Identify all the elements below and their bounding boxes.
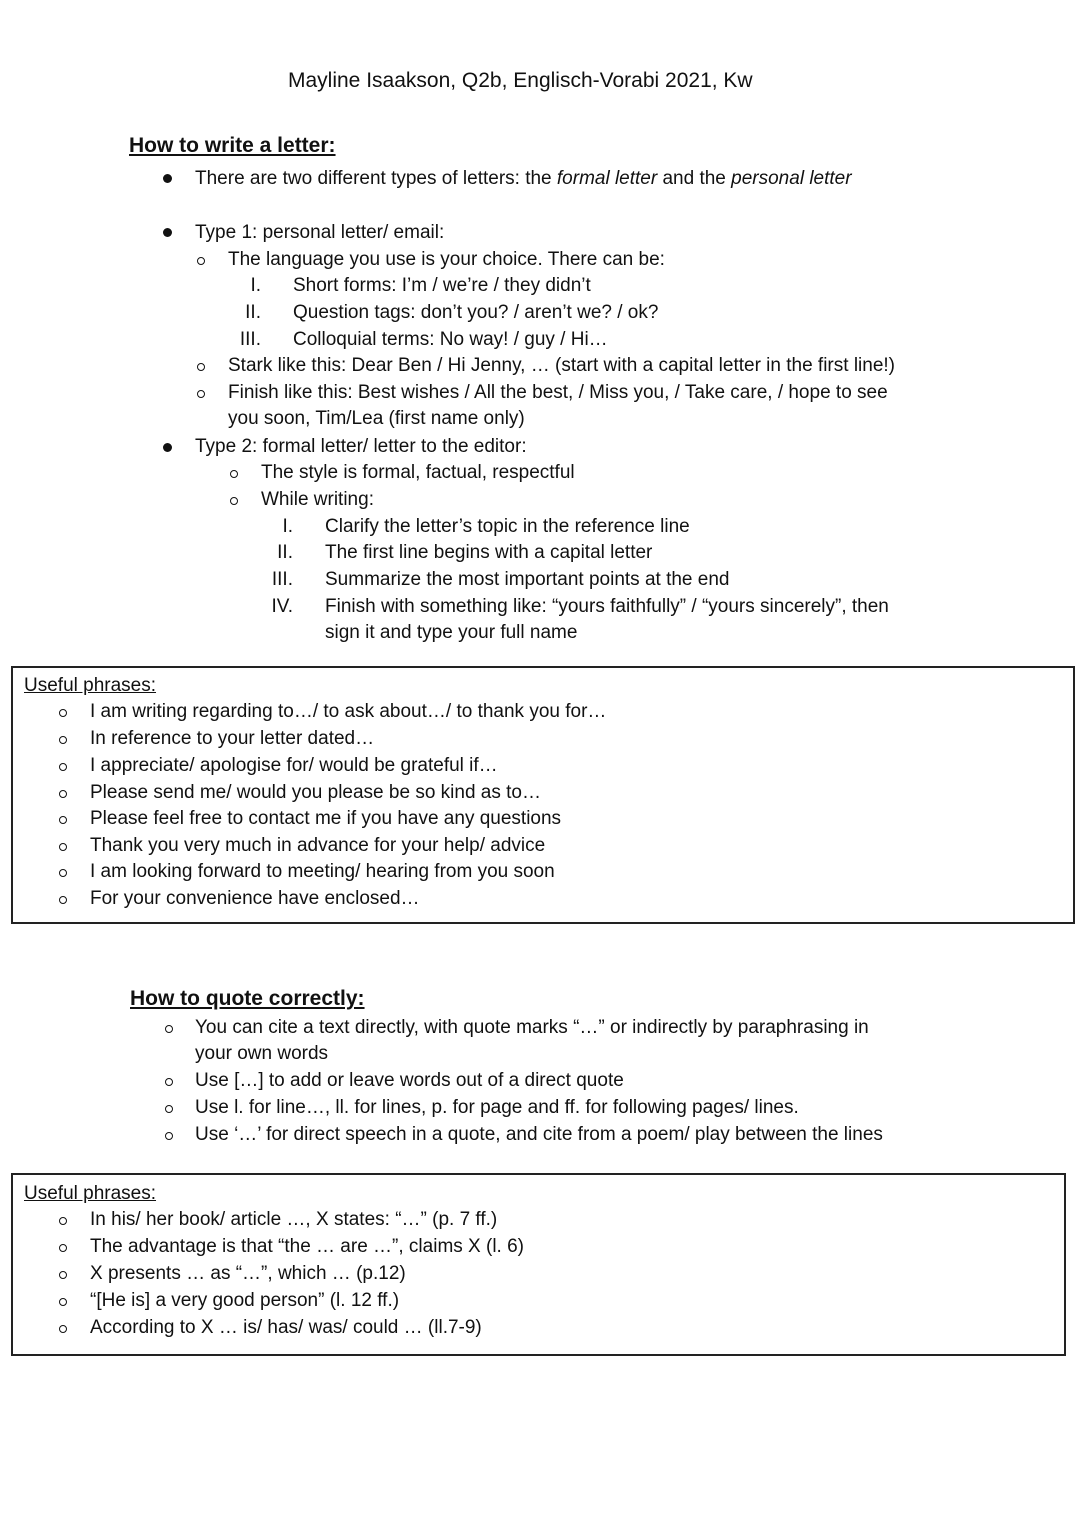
circle-bullet-icon	[59, 790, 67, 798]
type2-item: The first line begins with a capital letter	[325, 542, 653, 563]
roman-numeral: III.	[239, 329, 261, 350]
phrase-item: Please send me/ would you please be so kind as to…	[90, 782, 541, 803]
phrase-item: Please feel free to contact me if you have any questions	[90, 808, 562, 829]
useful-phrases-heading: Useful phrases:	[24, 1183, 157, 1204]
phrase-item: I am looking forward to meeting/ hearing from you soon	[90, 861, 555, 882]
roman-numeral: III.	[271, 569, 293, 590]
circle-bullet-icon	[59, 1271, 67, 1279]
type2-item: Finish with something like: “yours faithfully” / “yours sincerely”, then	[325, 596, 889, 617]
section-heading-letter: How to write a letter:	[129, 134, 336, 157]
circle-bullet-icon	[230, 470, 238, 478]
circle-bullet-icon	[59, 1298, 67, 1306]
type1-start: Stark like this: Dear Ben / Hi Jenny, … (start with a capital letter in the first line!)	[228, 355, 896, 376]
roman-numeral: I.	[282, 516, 293, 537]
quote-item: You can cite a text directly, with quote marks “…” or indirectly by paraphrasing in	[195, 1017, 869, 1038]
circle-bullet-icon	[59, 816, 67, 824]
circle-bullet-icon	[165, 1105, 173, 1113]
type1-item: Colloquial terms: No way! / guy / Hi…	[293, 329, 608, 350]
circle-bullet-icon	[165, 1132, 173, 1140]
type2-item: Summarize the most important points at the end	[325, 569, 730, 590]
type2-label: Type 2: formal letter/ letter to the editor:	[195, 436, 527, 457]
type2-while: While writing:	[261, 489, 374, 510]
phrase-item: “[He is] a very good person” (l. 12 ff.)	[90, 1290, 400, 1311]
bullet-icon	[163, 228, 172, 237]
phrase-item: I appreciate/ apologise for/ would be grateful if…	[90, 755, 498, 776]
circle-bullet-icon	[59, 763, 67, 771]
roman-numeral: II.	[245, 302, 261, 323]
circle-bullet-icon	[59, 843, 67, 851]
type1-item: Question tags: don’t you? / aren’t we? / ok?	[293, 302, 659, 323]
phrase-item: According to X … is/ has/ was/ could … (ll.7-9)	[90, 1317, 482, 1338]
type2-item-cont: sign it and type your full name	[325, 622, 578, 643]
circle-bullet-icon	[165, 1078, 173, 1086]
intro-text: There are two different types of letters: the formal letter and the personal letter	[195, 168, 852, 189]
circle-bullet-icon	[230, 497, 238, 505]
type1-finish: Finish like this: Best wishes / All the best, / Miss you, / Take care, / hope to see	[228, 382, 888, 403]
type1-item: Short forms: I’m / we’re / they didn’t	[293, 275, 591, 296]
type2-item: Clarify the letter’s topic in the reference line	[325, 516, 690, 537]
circle-bullet-icon	[59, 1217, 67, 1225]
circle-bullet-icon	[197, 390, 205, 398]
circle-bullet-icon	[59, 736, 67, 744]
circle-bullet-icon	[197, 257, 205, 265]
circle-bullet-icon	[59, 1244, 67, 1252]
roman-numeral: I.	[250, 275, 261, 296]
circle-bullet-icon	[59, 1325, 67, 1333]
phrase-item: X presents … as “…”, which … (p.12)	[90, 1263, 406, 1284]
type1-language: The language you use is your choice. There can be:	[228, 249, 665, 270]
quote-item: Use […] to add or leave words out of a direct quote	[195, 1070, 624, 1091]
phrase-item: The advantage is that “the … are …”, claims X (l. 6)	[90, 1236, 525, 1257]
bullet-icon	[163, 174, 172, 183]
quote-item: Use l. for line…, ll. for lines, p. for page and ff. for following pages/ lines.	[195, 1097, 799, 1118]
roman-numeral: IV.	[271, 596, 293, 617]
document-title: Mayline Isaakson, Q2b, Englisch-Vorabi 2021, Kw	[288, 69, 753, 92]
circle-bullet-icon	[59, 896, 67, 904]
circle-bullet-icon	[197, 363, 205, 371]
phrase-item: I am writing regarding to…/ to ask about…/ to thank you for…	[90, 701, 607, 722]
circle-bullet-icon	[165, 1025, 173, 1033]
circle-bullet-icon	[59, 869, 67, 877]
section-heading-quote: How to quote correctly:	[130, 987, 365, 1010]
quote-item-cont: your own words	[195, 1043, 329, 1064]
type2-style: The style is formal, factual, respectful	[261, 462, 575, 483]
quote-item: Use ‘…’ for direct speech in a quote, and cite from a poem/ play between the lines	[195, 1124, 883, 1145]
type1-label: Type 1: personal letter/ email:	[195, 222, 445, 243]
bullet-icon	[163, 443, 172, 452]
roman-numeral: II.	[277, 542, 293, 563]
circle-bullet-icon	[59, 709, 67, 717]
useful-phrases-heading: Useful phrases:	[24, 675, 157, 696]
phrase-item: In reference to your letter dated…	[90, 728, 375, 749]
phrase-item: In his/ her book/ article …, X states: “…” (p. 7 ff.)	[90, 1209, 498, 1230]
phrase-item: Thank you very much in advance for your help/ advice	[90, 835, 546, 856]
phrase-item: For your convenience have enclosed…	[90, 888, 420, 909]
type1-finish-cont: you soon, Tim/Lea (first name only)	[228, 408, 525, 429]
